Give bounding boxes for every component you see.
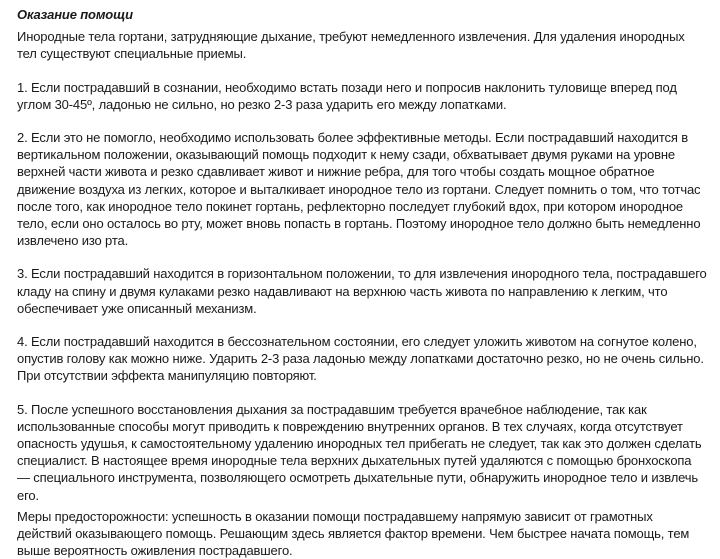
paragraph-step-3: 3. Если пострадавший находится в горизонтальном положении, то для извлечения инородного тела, пострадавшего кладу на спину и двумя кулаками резко надавливают на верхнюю часть живота по направлению к легким, что обеспечивает уже описанный механизм. — [17, 266, 707, 316]
paragraph-step-1: 1. Если пострадавший в сознании, необходимо встать позади него и попросив наклонить туловище вперед под углом 30-45º, ладонью не сильно, но резко 2-3 раза ударить его между лопатками. — [17, 79, 677, 112]
page-title: Оказание помощи — [17, 7, 133, 22]
paragraph-precautions: Меры предосторожности: успешность в оказании помощи пострадавшему напрямую зависит от грамотных действий оказывающего помощь. Решающим здесь является фактор времени. Чем быстрее начата помощь, тем выше вероятность оживления пострадавшего. — [17, 508, 690, 559]
paragraph-intro: Инородные тела гортани, затрудняющие дыхание, требуют немедленного извлечения. Для удаления инородных тел существуют специальные приемы. — [17, 29, 685, 62]
document-body — [17, 6, 707, 559]
paragraph-step-5: 5. После успешного восстановления дыхания за пострадавшим требуется врачебное наблюдение, так как использованные способы могут приводить к повреждению внутренних органов. В тех случаях, когда отсутствует опасность удушья, к самостоятельному удалению инородных тел прибегать не следует, так как это должен сделать специалист. В настоящее время инородные тела верхних дыхательных путей удаляются с помощью бронхоскопа — специального инструмента, позволяющего осмотреть дыхательные пути, обнаружить инородное тело и извлечь его. — [17, 401, 702, 503]
paragraph-step-4: 4. Если пострадавший находится в бессознательном состоянии, его следует уложить животом на согнутое колено, опустив голову как можно ниже. Ударить 2-3 раза ладонью между лопатками достаточно резко, но не очень сильно. При отсутствии эффекта манипуляцию повторяют. — [17, 334, 704, 384]
paragraph-step-2: 2. Если это не помогло, необходимо использовать более эффективные методы. Если пострадавший находится в вертикальном положении, оказывающий помощь подходит к нему сзади, обхватывает двумя руками на уровне верхней части живота и резко сдавливает живот и нижние ребра, для того чтобы создать мощное обратное движение воздуха из легких, которое и выталкивает инородное тело из гортани. Следует помнить о том, что тотчас после того, как инородное тело покинет гортань, рефлекторно последует глубокий вдох, при котором инородное тело, если оно осталось во рту, может вновь попасть в гортань. Поэтому инородное тело должно быть немедленно извлечено изо рта. — [17, 130, 701, 249]
